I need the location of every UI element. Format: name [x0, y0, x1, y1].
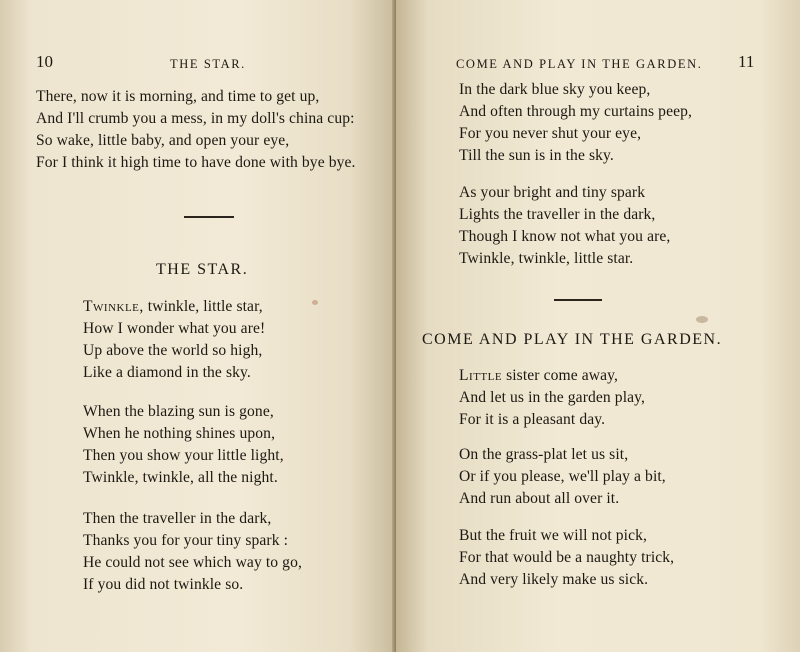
verse-line: For it is a pleasant day. [459, 411, 606, 428]
drop-word: Little [459, 367, 503, 384]
verse-line: When he nothing shines upon, [83, 425, 276, 442]
running-head: THE STAR. [170, 57, 246, 71]
verse-line: In the dark blue sky you keep, [459, 81, 651, 98]
section-divider [554, 299, 602, 301]
verse-line: For you never shut your eye, [459, 125, 642, 142]
section-divider [184, 216, 234, 218]
poem-title: THE STAR. [156, 261, 249, 278]
verse-line: Till the sun is in the sky. [459, 147, 614, 164]
foxing-spot [312, 300, 318, 305]
page-number: 10 [36, 52, 53, 71]
verse-line-rest: sister come away, [502, 367, 619, 384]
left-page [0, 0, 396, 652]
verse-line: For that would be a naughty trick, [459, 549, 675, 566]
verse-line: And let us in the garden play, [459, 389, 646, 406]
drop-word: Twinkle, [83, 298, 144, 315]
verse-line: There, now it is morning, and time to get up, [36, 88, 320, 105]
verse-line: Like a diamond in the sky. [83, 364, 251, 381]
page-number: 11 [738, 52, 755, 71]
verse-line: How I wonder what you are! [83, 320, 266, 337]
verse-line: Twinkle, twinkle, all the night. [83, 469, 278, 486]
verse-line: Then you show your little light, [83, 447, 284, 464]
verse-line [83, 298, 263, 316]
verse-line: Though I know not what you are, [459, 228, 671, 245]
verse-line: Up above the world so high, [83, 342, 263, 359]
poem-title: COME AND PLAY IN THE GARDEN. [422, 331, 723, 348]
verse-line: And very likely make us sick. [459, 571, 649, 588]
verse-line-rest: twinkle, little star, [143, 298, 263, 315]
foxing-spot [696, 316, 708, 323]
verse-line: But the fruit we will not pick, [459, 527, 648, 544]
verse-line: For I think it high time to have done with bye bye. [36, 154, 356, 171]
right-page [396, 0, 800, 652]
verse-line: If you did not twinkle so. [83, 576, 244, 593]
verse-line: And often through my curtains peep, [459, 103, 693, 120]
verse-line: And I'll crumb you a mess, in my doll's china cup: [36, 110, 355, 127]
verse-line: Twinkle, twinkle, little star. [459, 250, 634, 267]
verse-line: He could not see which way to go, [83, 554, 302, 571]
verse-line: And run about all over it. [459, 490, 620, 507]
verse-line [459, 367, 618, 385]
verse-line: As your bright and tiny spark [459, 184, 646, 201]
verse-line: On the grass-plat let us sit, [459, 446, 629, 463]
verse-line: Lights the traveller in the dark, [459, 206, 656, 223]
verse-line: So wake, little baby, and open your eye, [36, 132, 290, 149]
verse-line: Then the traveller in the dark, [83, 510, 272, 527]
verse-line: When the blazing sun is gone, [83, 403, 274, 420]
running-head: COME AND PLAY IN THE GARDEN. [456, 57, 703, 71]
verse-line: Or if you please, we'll play a bit, [459, 468, 666, 485]
verse-line: Thanks you for your tiny spark : [83, 532, 289, 549]
